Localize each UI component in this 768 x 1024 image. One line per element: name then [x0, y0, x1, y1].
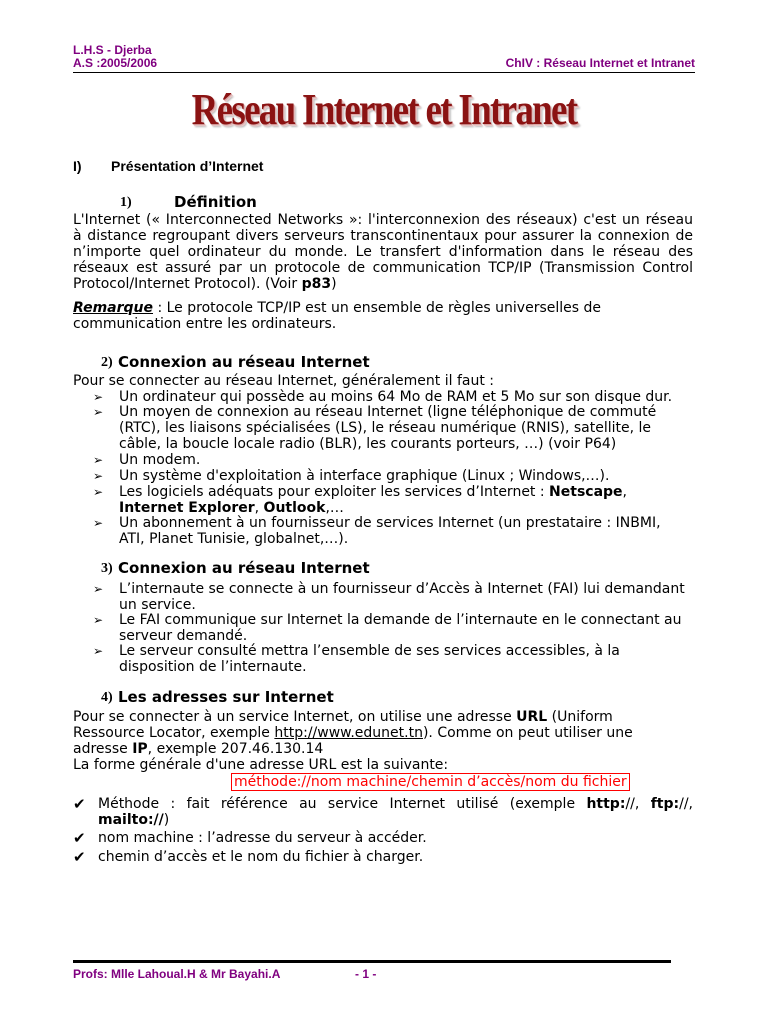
footer-authors: Profs: Mlle Lahoual.H & Mr Bayahi.A — [73, 967, 281, 981]
connexion-heading: Connexion au réseau Internet — [118, 353, 370, 371]
definition-number: 1) — [120, 195, 132, 210]
list-item: Un système d'exploitation à interface graphique (Linux ; Windows,…). — [119, 468, 610, 484]
list-item: Un moyen de connexion au réseau Internet (ligne téléphonique de commuté (RTC), les liaisons spécialisées (LS), le réseau numérique (RNIS), satellite, le câble, la boucle locale radio (BLR), les courants porteurs, …) (voir P64) — [119, 404, 657, 452]
connexion-intro: Pour se connecter au réseau Internet, généralement il faut : — [73, 373, 494, 389]
chapter-label: ChIV : Réseau Internet et Intranet — [505, 56, 695, 70]
arrow-bullet-icon: ➢ — [93, 644, 104, 658]
header-divider — [73, 72, 695, 73]
list-item: L’internaute se connecte à un fournisseur d’Accès à Internet (FAI) lui demandant un service. — [119, 581, 685, 613]
arrow-bullet-icon: ➢ — [93, 405, 104, 419]
arrow-bullet-icon: ➢ — [93, 453, 104, 467]
section-number: I) — [73, 158, 82, 174]
arrow-bullet-icon: ➢ — [93, 469, 104, 483]
list-item: Le FAI communique sur Internet la demande de l’internaute en le connectant au serveur demandé. — [119, 612, 682, 644]
list-item: Un ordinateur qui possède au moins 64 Mo de RAM et 5 Mo sur son disque dur. — [119, 389, 673, 405]
url-format: méthode://nom machine/chemin d’accès/nom du fichier — [231, 774, 630, 790]
adresses-paragraph: Pour se connecter à un service Internet, on utilise une adresse URL (Uniform Ressource Locator, exemple http://www.edunet.tn). Comme on peut utiliser une adresse IP, exemple 207.46.130.14 La forme générale d'une adresse URL est la suivante: — [73, 709, 633, 773]
list-item: chemin d’accès et le nom du fichier à charger. — [98, 849, 424, 865]
list-item: Le serveur consulté mettra l’ensemble de ses services accessibles, à la disposition de l’internaute. — [119, 643, 620, 675]
list-item: Un abonnement à un fournisseur de services Internet (un prestataire : INBMI, ATI, Planet Tunisie, globalnet,…). — [119, 515, 661, 547]
page-title: Réseau Internet et Intranet — [191, 85, 577, 134]
connexion2-heading: Connexion au réseau Internet — [118, 559, 370, 577]
list-item: Un modem. — [119, 452, 201, 468]
connexion2-number: 3) — [101, 561, 113, 576]
arrow-bullet-icon: ➢ — [93, 516, 104, 530]
list-item: nom machine : l’adresse du serveur à accéder. — [98, 830, 427, 846]
adresses-heading: Les adresses sur Internet — [118, 688, 334, 706]
footer-divider — [73, 960, 671, 963]
arrow-bullet-icon: ➢ — [93, 613, 104, 627]
adresses-number: 4) — [101, 690, 113, 705]
school-name: L.H.S - Djerba — [73, 43, 152, 57]
list-item: Méthode : fait référence au service Internet utilisé (exemple http://, ftp://, mailto://) — [98, 796, 693, 828]
school-year: A.S :2005/2006 — [73, 56, 158, 70]
arrow-bullet-icon: ➢ — [93, 485, 104, 499]
definition-heading: Définition — [174, 193, 257, 211]
arrow-bullet-icon: ➢ — [93, 582, 104, 596]
list-item: Les logiciels adéquats pour exploiter les services d’Internet : Netscape, Internet Explorer, Outlook,… — [119, 484, 627, 516]
remark-paragraph: Remarque : Le protocole TCP/IP est un ensemble de règles universelles de communication entre les ordinateurs. — [73, 300, 602, 332]
checkmark-icon: ✔ — [73, 848, 86, 866]
checkmark-icon: ✔ — [73, 795, 86, 813]
section-title: Présentation d’Internet — [111, 158, 264, 174]
remark-label: Remarque — [73, 300, 154, 316]
checkmark-icon: ✔ — [73, 829, 86, 847]
definition-paragraph: L'Internet (« Interconnected Networks »: l'interconnexion des réseaux) c'est un réseau à distance regroupant divers serveurs transcontinentaux pour assurer la connexion de n’importe quel ordinateur du monde. Le transfert d'information dans le réseau des réseaux est assuré par un protocole de communication TCP/IP (Transmission Control Protocol/Internet Protocol). (Voir p83) — [73, 212, 693, 292]
edunet-link[interactable]: http://www.edunet.tn — [274, 725, 423, 741]
page-number: - 1 - — [355, 967, 377, 981]
arrow-bullet-icon: ➢ — [93, 390, 104, 404]
connexion-number: 2) — [101, 355, 113, 370]
